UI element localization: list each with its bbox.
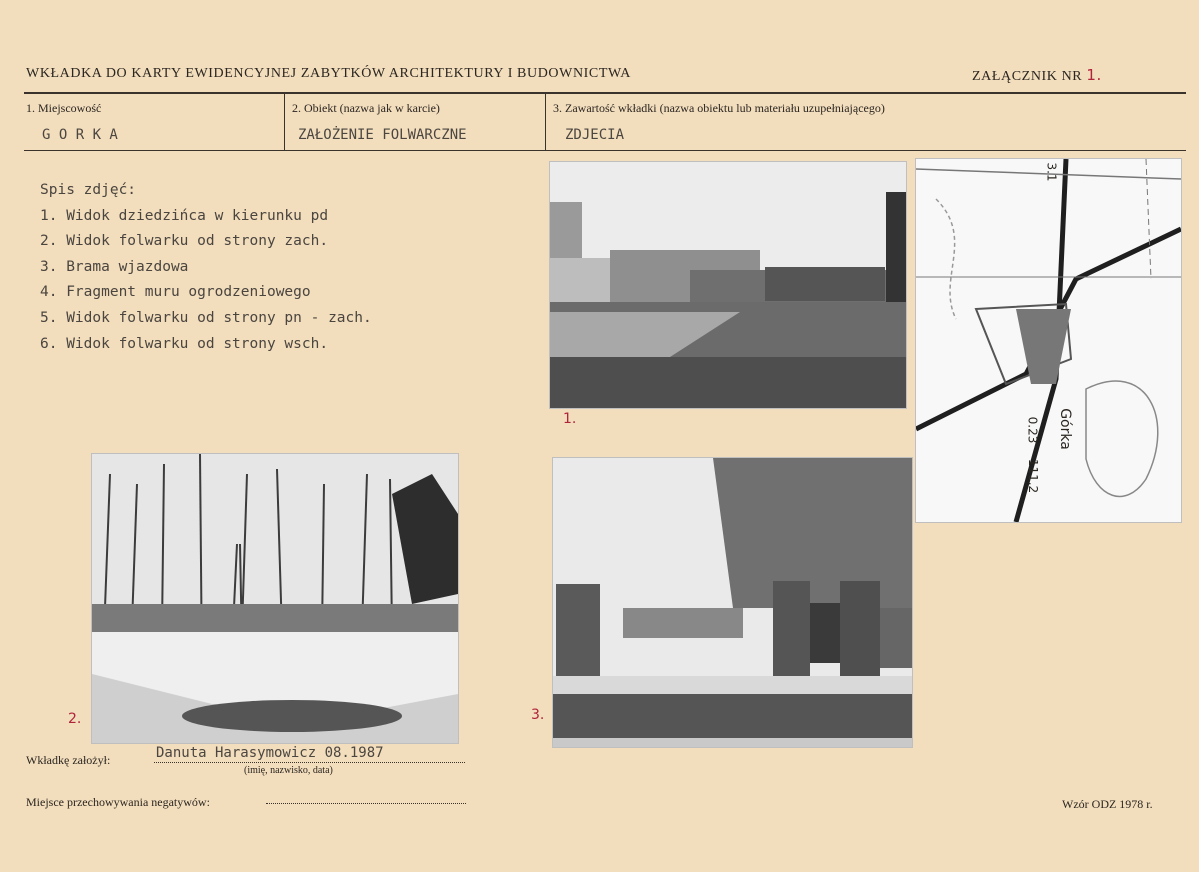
photo-list-item: 1. Widok dziedzińca w kierunku pd (40, 207, 329, 224)
photo3-number: 3. (531, 707, 545, 723)
fields-rule (24, 150, 1186, 151)
negatives-label: Miejsce przechowywania negatywów: (26, 795, 210, 809)
map-label-023: 0.23 (1025, 416, 1040, 444)
negatives-dotline (266, 803, 466, 804)
locality-value: G O R K A (42, 127, 118, 143)
object-label: 2. Obiekt (nazwa jak w karcie) (292, 101, 440, 115)
attachment-number: 1. (1086, 66, 1102, 84)
form-title: WKŁADKA DO KARTY EWIDENCYJNEJ ZABYTKÓW ARCHITEKTURY I BUDOWNICTWA (26, 66, 631, 81)
photo-courtyard (549, 161, 907, 409)
photo2-number: 2. (68, 711, 82, 727)
photo-list-item: 6. Widok folwarku od strony wsch. (40, 335, 329, 352)
field-divider-1 (284, 94, 285, 150)
map-label-31: 3.1 (1044, 162, 1059, 182)
contents-value: ZDJECIA (565, 127, 625, 143)
object-value: ZAŁOŻENIE FOLWARCZNE (298, 127, 467, 143)
founder-label: Wkładkę założył: (26, 753, 111, 767)
photo-west-view (91, 453, 459, 744)
form-version: Wzór ODZ 1978 r. (1062, 797, 1153, 811)
map-label-gorka: Górka (1056, 408, 1073, 450)
photo-list-item: 3. Brama wjazdowa (40, 258, 189, 275)
location-map (915, 158, 1182, 523)
field-divider-2 (545, 94, 546, 150)
photo1-number: 1. (563, 411, 577, 427)
photo-list-item: 5. Widok folwarku od strony pn - zach. (40, 309, 372, 326)
photo-entrance-gate (552, 457, 913, 748)
photo-list-heading: Spis zdjęć: (40, 182, 137, 198)
locality-label: 1. Miejscowość (26, 101, 102, 115)
attachment-label (972, 66, 1102, 85)
header-rule (24, 92, 1186, 94)
attachment-label-text: ZAŁĄCZNIK NR (972, 69, 1083, 84)
founder-value: Danuta Harasymowicz 08.1987 (156, 745, 384, 761)
photo-list (40, 178, 372, 357)
photo-list-item: 2. Widok folwarku od strony zach. (40, 233, 329, 250)
founder-dotline (154, 762, 465, 763)
founder-hint: (imię, nazwisko, data) (244, 765, 333, 776)
photo-list-item: 4. Fragment muru ogrodzeniowego (40, 284, 311, 301)
map-label-1112: 111.2 (1026, 458, 1041, 494)
contents-label: 3. Zawartość wkładki (nazwa obiektu lub materiału uzupełniającego) (553, 101, 885, 115)
